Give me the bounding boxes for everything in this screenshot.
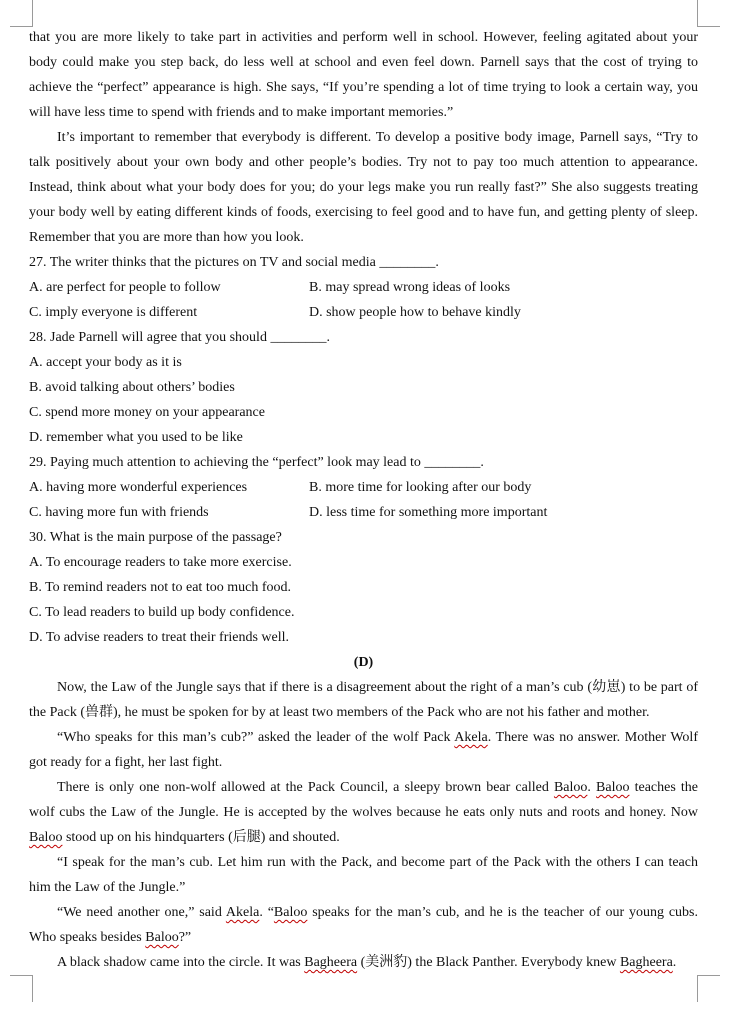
option-c: C. having more fun with friends (29, 505, 209, 520)
option-d: D. less time for something more important (309, 505, 548, 520)
question-29 (29, 450, 698, 525)
text-run: . (672, 955, 677, 970)
proper-name: Baloo (273, 905, 308, 920)
text-run: . There was no answer. Mother Wolf got ready for a fight, her last fight. (29, 730, 698, 770)
text-run: . (587, 780, 597, 795)
text-run: stood up on his hindquarters (后腿) and shouted. (62, 830, 340, 845)
passage-c-paragraph: It’s important to remember that everybody is different. To develop a positive body image, Parnell says, “Try to talk positively about your own body and other people’s bodies. Try not to pay too much attention to appearance. Instead, think about what your body does for you; do your legs make you run really fast?” She also suggests treating your body well by eating different kinds of foods, exercising to feel good and to have fun, and getting plenty of sleep. Remember that you are more than how you look. (29, 130, 698, 245)
passage-d-paragraph (29, 950, 698, 975)
text-run: A black shadow came into the circle. It was (57, 955, 305, 970)
passage-d-paragraph (29, 900, 698, 950)
text-run: (美洲豹) the Black Panther. Everybody knew (357, 955, 620, 970)
proper-name: Bagheera (304, 955, 358, 970)
option-d: D. To advise readers to treat their friends well. (29, 630, 290, 645)
text-run: “We need another one,” said (57, 905, 226, 920)
option-b: B. may spread wrong ideas of looks (309, 280, 511, 295)
option-b: B. avoid talking about others’ bodies (29, 380, 235, 395)
question-30 (29, 525, 698, 650)
document-page (29, 25, 698, 975)
option-c: C. To lead readers to build up body confidence. (29, 605, 295, 620)
crop-mark-top-right (697, 0, 720, 27)
option-b: B. To remind readers not to eat too much food. (29, 580, 291, 595)
option-d: D. remember what you used to be like (29, 430, 243, 445)
proper-name: Baloo (553, 780, 588, 795)
proper-name: Akela (454, 730, 488, 745)
option-a: A. are perfect for people to follow (29, 280, 221, 295)
section-heading: (D) (353, 655, 374, 670)
option-a: A. To encourage readers to take more exercise. (29, 555, 292, 570)
option-d: D. show people how to behave kindly (309, 305, 521, 320)
passage-d-paragraph: Now, the Law of the Jungle says that if there is a disagreement about the right of a man’s cub (幼崽) to be part of the Pack (兽群), he must be spoken for by at least two members of the Pack who are not his father and mother. (29, 680, 698, 720)
question-28 (29, 325, 698, 450)
option-a: A. having more wonderful experiences (29, 480, 248, 495)
proper-name: Akela (225, 905, 260, 920)
text-run: “Who speaks for this man’s cub?” asked the leader of the wolf Pack (57, 730, 455, 745)
passage-d-paragraph (29, 775, 698, 850)
crop-mark-bottom-left (10, 975, 33, 1002)
question-27 (29, 250, 698, 325)
question-stem: 27. The writer thinks that the pictures on TV and social media ________. (29, 255, 439, 270)
text-run: teaches the wolf cubs the Law of the Jungle. He is accepted by the wolves because he eats only nuts and roots and honey. Now (29, 780, 699, 820)
passage-d-paragraph (29, 725, 698, 775)
option-c: C. spend more money on your appearance (29, 405, 265, 420)
passage-d-paragraph: “I speak for the man’s cub. Let him run with the Pack, and become part of the Pack with the others I can teach him the Law of the Jungle.” (29, 855, 698, 895)
text-run: speaks for the man’s cub, and he is the teacher of our young cubs. Who speaks besides (29, 905, 698, 945)
proper-name: Baloo (596, 780, 630, 795)
text-run: . “ (259, 905, 274, 920)
text-run: ?” (178, 930, 192, 945)
option-a: A. accept your body as it is (29, 355, 182, 370)
option-c: C. imply everyone is different (29, 305, 198, 320)
crop-mark-bottom-right (697, 975, 720, 1002)
proper-name: Baloo (29, 830, 63, 845)
crop-mark-top-left (10, 0, 33, 27)
option-b: B. more time for looking after our body (309, 480, 532, 495)
question-stem: 29. Paying much attention to achieving the “perfect” look may lead to ________. (29, 455, 484, 470)
proper-name: Baloo (145, 930, 179, 945)
text-run: There is only one non-wolf allowed at the Pack Council, a sleepy brown bear called (57, 780, 554, 795)
proper-name: Bagheera (619, 955, 673, 970)
passage-c-paragraph: that you are more likely to take part in activities and perform well in school. However, feeling agitated about your body could make you step back, do less well at school and even feel down. Parnell says that the cost of trying to achieve the “perfect” appearance is high. She says, “If you’re spending a lot of time trying to look a certain way, you will have less time to spend with friends and to make important memories.” (29, 30, 698, 120)
question-stem: 28. Jade Parnell will agree that you should ________. (29, 330, 330, 345)
question-stem: 30. What is the main purpose of the passage? (29, 530, 282, 545)
